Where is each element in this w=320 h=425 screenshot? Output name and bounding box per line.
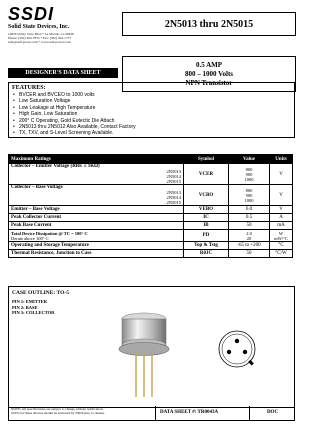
value-line: 900 [245,171,253,177]
param-cell: Peak Collector Current [9,214,184,222]
value-cell: 6.0 [229,206,270,214]
feature-item: • BVCER and BVCEO to 1000 volts [13,92,136,98]
param-label: Total Device Dissipation @ TC = 100° C [11,230,88,236]
unit-cell: V [270,185,293,206]
unit-cell: V [270,164,293,185]
pin-label: PIN 3: COLLECTOR [12,310,55,316]
param-cell: Thermal Resistance, Junction to Case [9,250,184,258]
feature-item: • 2N5013 thru 2N5012 Also Available, Contact Factory [13,124,136,130]
features-list [13,92,136,137]
note-line: NOTE: All specifications are subject to change without notification. [11,407,104,411]
logo-text: SSDI [8,4,55,24]
doc-label: DOC [249,406,295,420]
table-row [9,164,293,185]
max-ratings-table [8,154,293,258]
company-address [8,32,88,44]
unit-cell: A [270,214,293,222]
value-line: 800 [245,166,253,172]
part-sub: 2N5015 [166,179,181,184]
unit-cell: °C/W [270,250,293,258]
unit-cell: °C [270,242,293,250]
param-cell [9,230,184,242]
pin-layout-icon [215,327,259,371]
param-cell: Operating and Storage Temperature [9,242,184,250]
param-cell: Peak Base Current [9,222,184,230]
param-label: Collector – Base Voltage [11,185,63,190]
symbol-cell: VEBO [184,206,229,214]
value-line: 20 [246,235,252,241]
features-title: FEATURES: [12,85,46,91]
unit-cell: mA [270,222,293,230]
features-box [8,82,295,138]
value-cell: 50 [229,250,270,258]
part-title-box [122,12,296,36]
table-row [9,222,293,230]
value-cell [229,164,270,185]
case-outline-box [8,286,295,408]
value-line: 900 [245,192,253,198]
pin-label: PIN 1: EMITTER [12,299,48,304]
table-row [9,230,293,242]
case-title: CASE OUTLINE: TO-5 [12,290,69,296]
part-sub: 2N5014 [166,195,181,200]
header-value: Value [229,155,270,164]
unit-line: mW/°C [274,235,288,241]
symbol-cell: IC [184,214,229,222]
symbol-cell: RθJC [184,250,229,258]
part-title: 2N5013 thru 2N5015 [164,18,254,30]
param-label: Collector – Emitter Voltage (RBE ≤ 1KΩ) [11,164,100,169]
address-line: Phone: (562) 404-7855 * Fax: (562) 404-1773 [8,36,71,40]
footer-note [11,407,131,415]
address-line: 14830 Valley View Blvd * La Mirada, Ca 90638 [8,32,74,36]
table-row [9,214,293,222]
pin-label: PIN 2: BASE [12,304,38,310]
value-line: 1000 [244,197,254,203]
symbol-cell: Top & Tstg [184,242,229,250]
feature-item: • 200° C Operating, Gold Eutectic Die Attach [13,118,136,124]
value-cell [229,185,270,206]
symbol-cell: IB [184,222,229,230]
table-row [9,242,293,250]
value-cell: -65 to +200 [229,242,270,250]
feature-item: • Low Saturation Voltage [13,98,136,104]
spec-voltage: 800 – 1000 Volts [184,69,234,78]
value-line: 2.0 [246,230,252,236]
symbol-cell: VCER [184,164,229,185]
header-symbol: Symbol [184,155,229,164]
table-row [9,250,293,258]
unit-cell: V [270,206,293,214]
part-sub: 2N5013 [166,169,181,174]
value-cell: 0.5 [229,214,270,222]
value-line: 1000 [244,176,254,182]
address-line: ssdi@ssdi-power.com * www.ssdi-power.com [8,40,71,44]
spec-current: 0.5 AMP [195,60,223,69]
symbol-cell: PD [184,230,229,242]
pin-list [12,299,54,316]
note-line: SCD's for these devices should be reviewed by SSDI prior to release. [11,411,105,415]
value-line: 800 [245,187,253,193]
to5-transistor-image [109,309,179,399]
table-row [9,185,293,206]
param-sub-label: Derate above 100° C [11,235,49,241]
part-sub: 2N5014 [166,174,181,179]
feature-item: • Low Leakage at High Temperature [13,105,136,111]
table-header-row [9,155,293,164]
unit-cell [270,230,293,242]
spec-type: NPN Transistor [185,78,233,87]
footer-bar [8,406,295,421]
value-cell: 50 [229,222,270,230]
unit-line: W [278,230,284,236]
feature-item: • TX, TXV, and S-Level Screening Available. [13,130,136,136]
value-cell [229,230,270,242]
header-param: Maximum Ratings [9,155,184,164]
symbol-cell: VCBO [184,185,229,206]
part-sub: 2N5013 [166,190,181,195]
table-row [9,206,293,214]
company-logo [8,6,80,22]
param-cell [9,164,184,185]
designer-sheet-label: DESIGNER'S DATA SHEET [8,68,118,78]
part-sub: 2N5015 [166,200,181,205]
param-cell [9,185,184,206]
param-cell: Emitter – Base Voltage [9,206,184,214]
company-name: Solid State Devices, Inc. [8,24,70,30]
header-units: Units [270,155,293,164]
feature-item: • High Gain, Low Saturation [13,111,136,117]
datasheet-number: DATA SHEET #: TR0043A [155,406,249,420]
